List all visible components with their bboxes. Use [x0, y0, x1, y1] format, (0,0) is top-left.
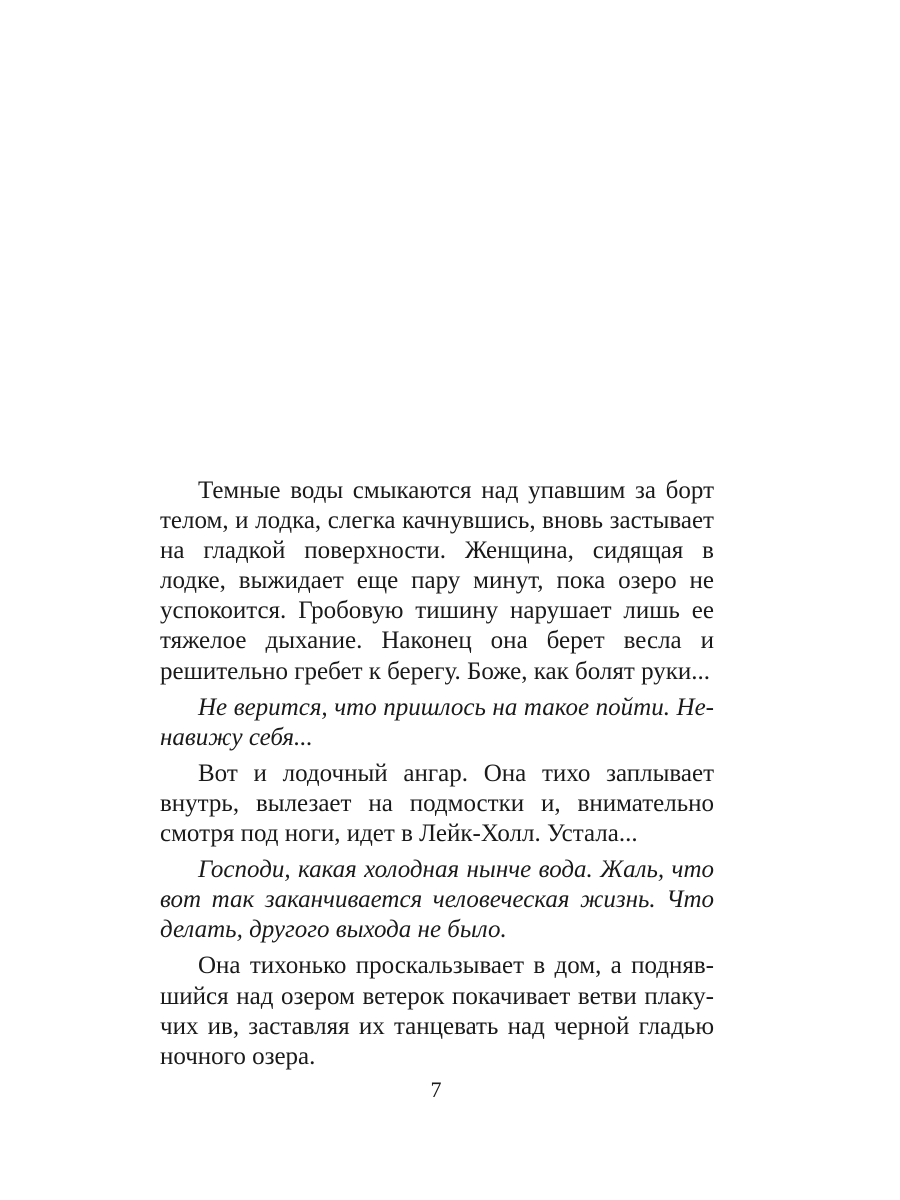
paragraph-5: Она тихонько проскальзывает в дом, а поднявшийся над озером ветерок покачивает ветви плакучих ив, заставляя их танцевать над черной гладью ночного озера. — [160, 952, 714, 1070]
paragraph-4: Господи, какая холодная нынче вода. Жаль, что вот так заканчивается человеческая жизнь. Что делать, другого выхода не было. — [160, 856, 714, 944]
paragraph-1: Темные воды смыкаются над упавшим за борт телом, и лодка, слегка качнувшись, вновь застывает на гладкой поверхности. Женщина, сидящая в лодке, выжидает еще пару минут, пока озеро не успокоится. Гробовую тишину нарушает лишь ее тяжелое дыхание. Наконец она берет весла и решительно гребет к берегу. Боже, как болят руки... — [160, 477, 714, 685]
paragraph-3: Вот и лодочный ангар. Она тихо заплывает внутрь, вылезает на подмостки и, внимательно смотря под ноги, идет в Лейк-Холл. Устала... — [160, 759, 714, 848]
paragraph-2: Не верится, что пришлось на такое пойти. Ненавижу себя... — [160, 693, 714, 751]
body-text — [160, 476, 714, 1072]
page-number: 7 — [430, 1077, 442, 1102]
